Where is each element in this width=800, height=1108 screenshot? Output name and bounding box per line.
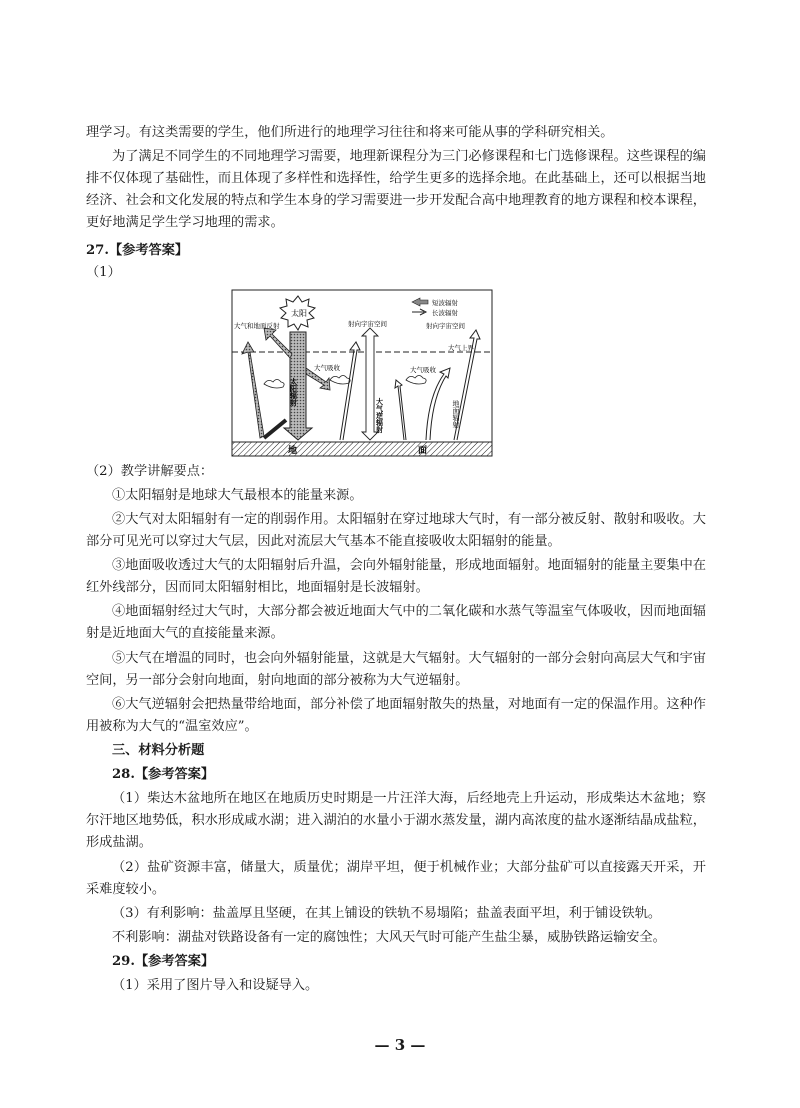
point-1: ①太阳辐射是地球大气最根本的能量来源。 xyxy=(112,488,363,503)
point-6: ⑥大气逆辐射会把热量带给地面，部分补偿了地面辐射散失的热量，对地面有一定的保温作用。这种作用被称为大气的“温室效应”。 xyxy=(86,697,706,734)
legend-long-wave: 长波辐射 xyxy=(432,309,458,317)
q28-heading: 28.【参考答案】 xyxy=(112,767,215,782)
point-3: ③地面吸收透过大气的太阳辐射后升温，会向外辐射能量，形成地面辐射。地面辐射的能量主要集中在红外线部分，因而同太阳辐射相比，地面辐射是长波辐射。 xyxy=(86,558,706,595)
to-space-label-2: 射向宇宙空间 xyxy=(426,322,465,330)
q28-answer-3a: （3）有利影响：盐盖厚且坚硬，在其上铺设的铁轨不易塌陷；盐盖表面平坦，利于铺设铁轨。 xyxy=(112,906,662,921)
legend-short-wave: 短波辐射 xyxy=(432,299,458,307)
point-4: ④地面辐射经过大气时，大部分都会被近地面大气中的二氧化碳和水蒸气等温室气体吸收，因而地面辐射是近地面大气的直接能量来源。 xyxy=(86,604,706,641)
q27-sub2: （2）教学讲解要点： xyxy=(86,464,214,479)
q29-heading: 29.【参考答案】 xyxy=(112,954,215,969)
q29-answer-1: （1）采用了图片导入和设疑导入。 xyxy=(112,978,319,993)
point-5: ⑤大气在增温的同时，也会向外辐射能量，这就是大气辐射。大气辐射的一部分会射向高层大气和宇宙空间，另一部分会射向地面，射向地面的部分被称为大气逆辐射。 xyxy=(86,651,706,688)
q27-heading: 27.【参考答案】 xyxy=(86,243,189,258)
page-number: — 3 — xyxy=(374,1036,426,1054)
solar-radiation-label: 太阳辐射 xyxy=(289,378,299,406)
paragraph-curriculum: 为了满足不同学生的不同地理学习需要，地理新课程分为三门必修课程和七门选修课程。这些课程的编排不仅体现了基础性，而且体现了多样性和选择性，给学生更多的选择余地。在此基础上，还可以根据当地经济、社会和文化发展的特点和学生本身的学习需要进一步开发配合高中地理教育的地方课程和校本课程，更好地满足学生学习地理的需求。 xyxy=(86,149,706,230)
ground-label-right: 面 xyxy=(418,446,428,456)
q27-sub1: （1） xyxy=(86,265,121,280)
section-3-heading: 三、材料分析题 xyxy=(112,743,205,758)
q28-answer-3b: 不利影响：湖盐对铁路设备有一定的腐蚀性；大风天气时可能产生盐尘暴，威胁铁路运输安全。 xyxy=(112,930,666,945)
ground-label-left: 地 xyxy=(288,446,298,456)
ground-band xyxy=(232,442,492,456)
to-space-label-1: 射向宇宙空间 xyxy=(348,320,387,328)
absorb-label-2: 大气吸收 xyxy=(410,366,436,374)
q28-answer-2: （2）盐矿资源丰富，储量大，质量优；湖岸平坦，便于机械作业；大部分盐矿可以直接露天开采，开采难度较小。 xyxy=(86,860,706,897)
absorb-label-1: 大气吸收 xyxy=(314,364,340,372)
counter-radiation-label: 大气逆辐射 xyxy=(375,398,385,433)
paragraph-continuation: 理学习。有这类需要的学生，他们所进行的地理学习往往和将来可能从事的学科研究相关。 xyxy=(86,125,614,140)
atmosphere-heat-diagram xyxy=(230,288,494,458)
q28-answer-1: （1）柴达木盆地所在地区在地质历史时期是一片汪洋大海，后经地壳上升运动，形成柴达木盆地；察尔汗地区地势低，积水形成咸水湖；进入湖泊的水量小于湖水蒸发量，湖内高浓度的盐水逐渐结晶成盐粒，形成盐湖。 xyxy=(86,791,706,850)
ground-radiation-label: 地面辐射 xyxy=(452,400,460,428)
reflection-label: 大气和地面反射 xyxy=(234,322,280,330)
atmosphere-top-label: 大气上界 xyxy=(448,344,474,352)
sun-label: 太阳 xyxy=(291,309,307,318)
point-2: ②大气对太阳辐射有一定的削弱作用。太阳辐射在穿过地球大气时，有一部分被反射、散射和吸收。大部分可见光可以穿过大气层，因此对流层大气基本不能直接吸收太阳辐射的能量。 xyxy=(86,512,706,549)
